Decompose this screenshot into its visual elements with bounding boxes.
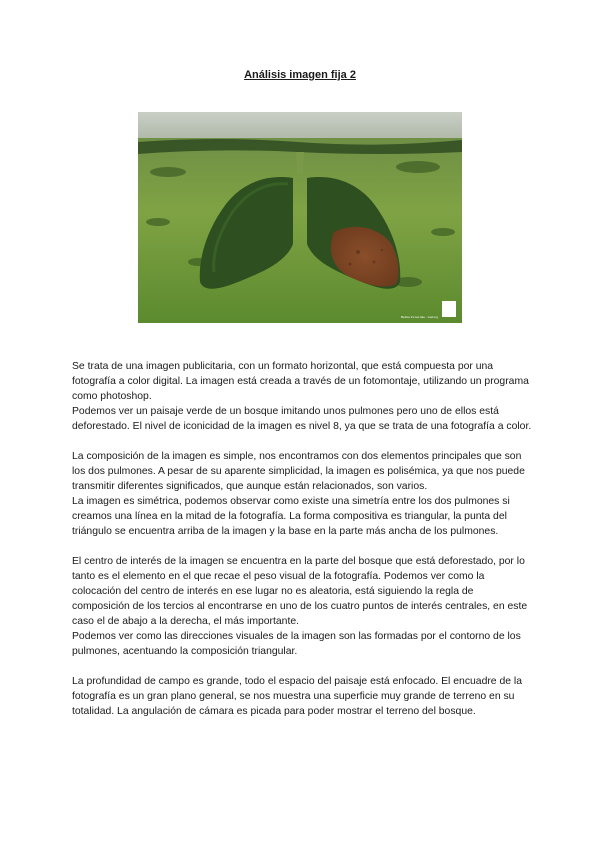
wwf-panda-icon (442, 301, 456, 317)
document-body (72, 359, 532, 734)
paragraph-3-line-2: Podemos ver como las direcciones visuales de la imagen son las formadas por el contorno de los pulmones, acentuando la composición triangular. (72, 631, 521, 657)
paragraph-1-line-2: Podemos ver un paisaje verde de un bosque imitando unos pulmones pero uno de ellos está deforestado. El nivel de iconicidad de la imagen es nivel 8, ya que se trata de una fotografía a color. (72, 406, 532, 432)
paragraph-1-line-1: Se trata de una imagen publicitaria, con un formato horizontal, que está compuesta por una fotografía a color digital. La imagen está creada a través de un fotomontaje, utilizando un programa como photoshop. (72, 361, 529, 402)
paragraph-2-line-1: La composición de la imagen es simple, nos encontramos con dos elementos principales que son los dos pulmones. A pesar de su aparente simplicidad, la imagen es polisémica, ya que nos puede transmitir diferentes significados, que aunque están relacionados, son varios. (72, 451, 525, 492)
paragraph-2 (72, 449, 532, 539)
paragraph-3-line-1: El centro de interés de la imagen se encuentra en la parte del bosque que está deforestado, por lo tanto es el elemento en el que recae el peso visual de la fotografía. Podemos ver como la colocación del centro de interés en ese lugar no es aleatoria, está siguiendo la regla de composición de los tercios al encontrarse en uno de los cuatro puntos de interés centrales, en este caso el de abajo a la derecha, el más importante. (72, 556, 528, 627)
lungs-forest-photo (138, 112, 462, 323)
paragraph-3 (72, 554, 532, 659)
document-title: Análisis imagen fija 2 (244, 69, 356, 81)
lungs-forest-illustration (138, 112, 462, 323)
paragraph-4-line-1: La profundidad de campo es grande, todo el espacio del paisaje está enfocado. El encuadre de la fotografía es un gran plano general, se nos muestra una superficie muy grande de terreno en su totalidad. La angulación de cámara es picada para poder mostrar el terreno del bosque. (72, 676, 523, 717)
paragraph-4 (72, 674, 532, 719)
paragraph-1 (72, 359, 532, 434)
photo-caption: Before it's too late · wwf.org (401, 315, 438, 319)
paragraph-2-line-2: La imagen es simétrica, podemos observar como existe una simetría entre los dos pulmones si creamos una línea en la mitad de la fotografía. La forma compositiva es triangular, la punta del triángulo se encuentra arriba de la imagen y la base en la parte más ancha de los pulmones. (72, 496, 510, 537)
